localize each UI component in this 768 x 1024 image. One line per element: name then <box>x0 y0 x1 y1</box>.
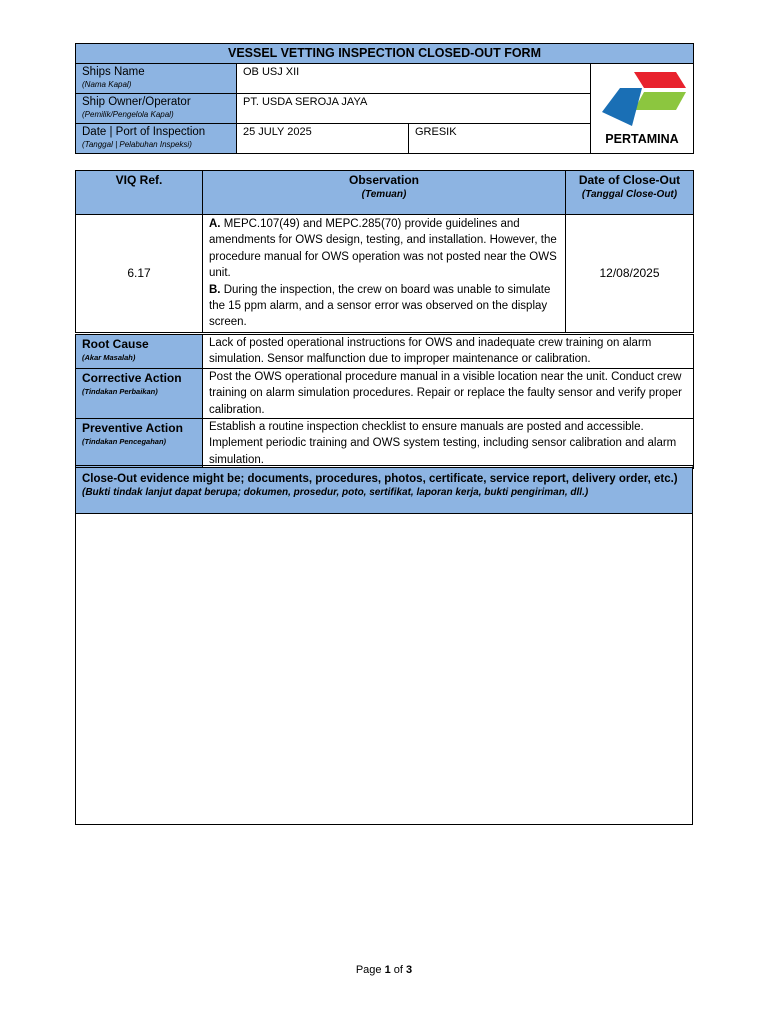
close-out-evidence-box <box>75 465 693 825</box>
logo-cell <box>591 64 694 154</box>
observation-a <box>209 216 559 282</box>
date-port-sublabel: (Tanggal | Pelabuhan Inspeksi) <box>82 140 192 149</box>
date-label-cell <box>76 124 237 154</box>
viq-ref-header <box>76 171 203 215</box>
viq-ref-value: 6.17 <box>76 215 203 333</box>
ships-name-label-cell <box>76 64 237 94</box>
footer-page-word: Page <box>355 964 382 976</box>
preventive-action-text: Establish a routine inspection checklist to ensure manuals are posted and accessible. Implement periodic training and OWS system testing, including sensor calibration and alarm simulation. <box>203 419 694 469</box>
footer-of-word: of <box>393 964 403 976</box>
observation-a-text: MEPC.107(49) and MEPC.285(70) provide guidelines and amendments for OWS design, testing, and installation. However, the procedure manual for OWS operation was not posted near the OWS unit. <box>209 218 557 280</box>
logo-text: PERTAMINA <box>605 132 679 146</box>
evidence-title: Close-Out evidence might be; documents, procedures, photos, certificate, service report, delivery order, etc.) <box>82 473 678 485</box>
logo-red-shape <box>634 72 686 88</box>
close-out-date-header-sublabel: (Tanggal Close-Out) <box>581 189 678 200</box>
owner-label-cell <box>76 94 237 124</box>
pertamina-logo-icon <box>594 64 690 148</box>
viq-ref-header-label: VIQ Ref. <box>115 173 163 187</box>
page-footer <box>0 964 768 976</box>
date-port-label: Date | Port of Inspection <box>82 126 206 138</box>
root-cause-label: Root Cause <box>82 337 149 351</box>
logo-green-shape <box>634 92 686 110</box>
observation-a-marker: A. <box>209 218 221 230</box>
actions-table <box>75 332 694 469</box>
vessel-info-table <box>75 43 694 154</box>
preventive-action-sublabel: (Tindakan Pencegahan) <box>82 437 167 447</box>
observation-table <box>75 170 694 333</box>
footer-page-current: 1 <box>384 964 391 976</box>
observation-text <box>203 215 566 333</box>
close-out-date-value: 12/08/2025 <box>566 215 694 333</box>
corrective-action-label: Corrective Action <box>82 370 182 385</box>
footer-page-total: 3 <box>406 964 413 976</box>
preventive-action-label: Preventive Action <box>82 421 183 436</box>
observation-b-text: During the inspection, the crew on board was unable to simulate the 15 ppm alarm, and a sensor error was observed on the display screen. <box>209 283 551 329</box>
owner-sublabel: (Pemilik/Pengelola Kapal) <box>82 110 174 119</box>
observation-header-sublabel: (Temuan) <box>361 189 407 200</box>
observation-header <box>203 171 566 215</box>
logo-blue-shape <box>602 88 642 126</box>
corrective-action-text: Post the OWS operational procedure manual in a visible location near the unit. Conduct crew training on alarm simulation procedures. Repair or replace the faulty sensor and verify proper calibration. <box>203 368 694 418</box>
ships-name-label: Ships Name <box>82 66 145 78</box>
corrective-action-label-cell <box>76 368 203 418</box>
inspection-date-value: 25 JULY 2025 <box>237 124 409 154</box>
close-out-date-header <box>566 171 694 215</box>
evidence-content-area[interactable] <box>76 514 692 822</box>
close-out-date-header-label: Date of Close-Out <box>578 173 681 187</box>
observation-b-marker: B. <box>209 283 221 296</box>
evidence-header <box>76 468 692 514</box>
observation-header-label: Observation <box>348 173 420 187</box>
form-title: VESSEL VETTING INSPECTION CLOSED-OUT FORM <box>76 44 694 64</box>
root-cause-text: Lack of posted operational instructions for OWS and inadequate crew training on alarm simulation. Sensor malfunction due to improper maintenance or calibration. <box>203 334 694 369</box>
root-cause-label-cell <box>76 334 203 369</box>
evidence-subtitle: (Bukti tindak lanjut dapat berupa; dokumen, prosedur, poto, sertifikat, laporan kerja, bukti pengiriman, dll.) <box>82 487 589 498</box>
ships-name-sublabel: (Nama Kapal) <box>82 80 132 89</box>
corrective-action-sublabel: (Tindakan Perbaikan) <box>82 386 158 396</box>
owner-value: PT. USDA SEROJA JAYA <box>237 94 591 124</box>
preventive-action-label-cell <box>76 419 203 469</box>
inspection-port-value: GRESIK <box>409 124 591 154</box>
owner-label: Ship Owner/Operator <box>82 96 191 108</box>
ships-name-value: OB USJ XII <box>237 64 591 94</box>
root-cause-sublabel: (Akar Masalah) <box>82 353 136 362</box>
observation-b <box>209 282 559 331</box>
